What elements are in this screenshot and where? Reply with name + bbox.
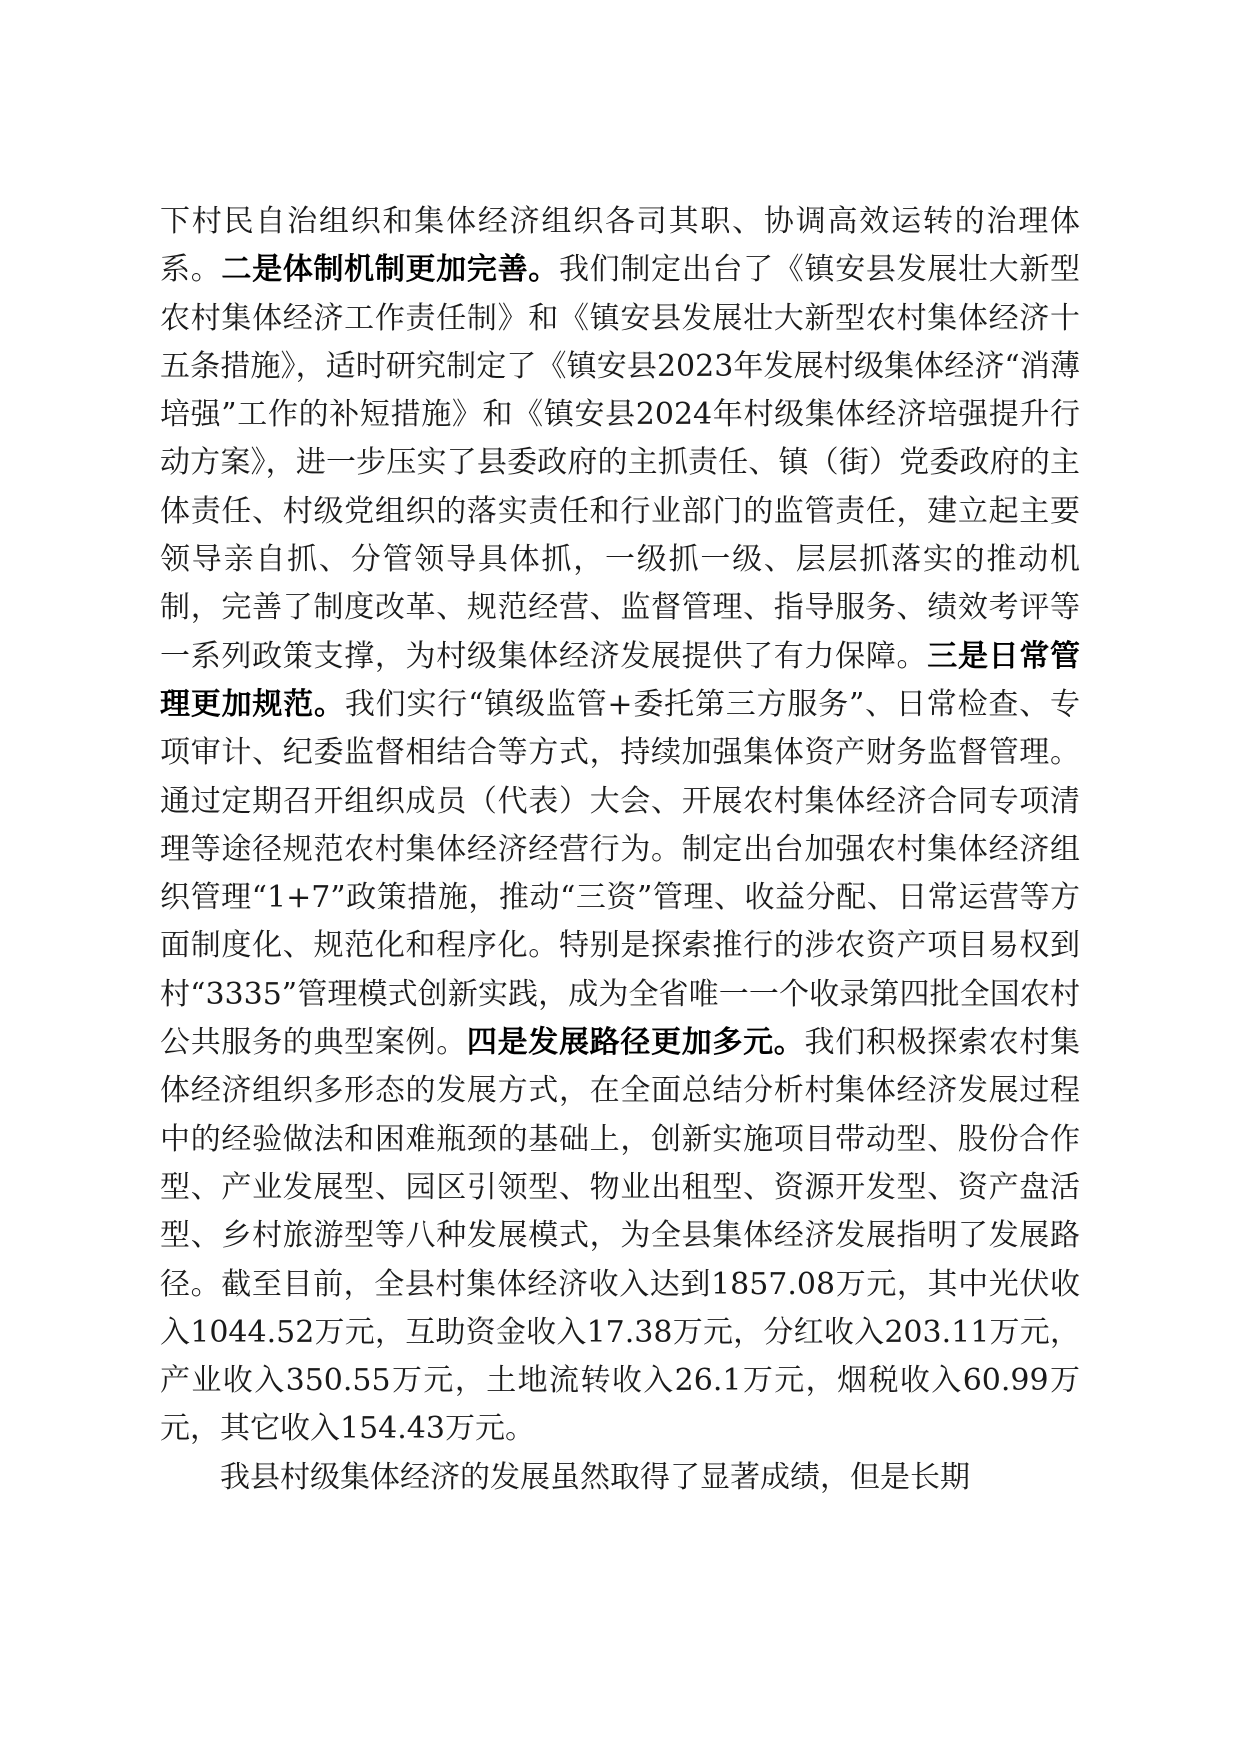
paragraph-text: 下村民自治组织和集体经济组织各司其职、协调高效运转的治理体系。	[160, 204, 1080, 288]
section-heading-4: 四是发展路径更加多元。	[466, 1025, 805, 1061]
paragraph-text: 我们制定出台了《镇安县发展壮大新型农村集体经济工作责任制》和《镇安县发展壮大新型农村集体经济十五条措施》，适时研究制定了《镇安县2023年发展村级集体经济“消薄培强”工作的补短措施》和《镇安县2024年村级集体经济培强提升行动方案》，进一步压实了县委政府的主抓责任、镇（街）党委政府的主体责任、村级党组织的落实责任和行业部门的监管责任，建立起主要领导亲自抓、分管领导具体抓，一级抓一级、层层抓落实的推动机制，完善了制度改革、规范经营、监督管理、指导服务、绩效考评等一系列政策支撑，为村级集体经济发展提供了有力保障。	[160, 252, 1081, 674]
document-body	[160, 198, 1080, 1502]
section-heading-3: 三是日常管理更加规范。	[160, 638, 1081, 722]
paragraph-text: 我们积极探索农村集体经济组织多形态的发展方式，在全面总结分析村集体经济发展过程中的经验做法和困难瓶颈的基础上，创新实施项目带动型、股份合作型、产业发展型、园区引领型、物业出租型、资源开发型、资产盘活型、乡村旅游型等八种发展模式，为全县集体经济发展指明了发展路径。截至目前，全县村集体经济收入达到1857.08万元，其中光伏收入1044.52万元，互助资金收入17.38万元，分红收入203.11万元，产业收入350.55万元，土地流转收入26.1万元，烟税收入60.99万元，其它收入154.43万元。	[160, 1025, 1081, 1447]
paragraph-text: 我县村级集体经济的发展虽然取得了显著成绩，但是长期	[220, 1459, 970, 1495]
body-paragraph	[160, 1454, 1080, 1502]
paragraph-text: 我们实行“镇级监管+委托第三方服务”、日常检查、专项审计、纪委监督相结合等方式，持续加强集体资产财务监督管理。通过定期召开组织成员（代表）大会、开展农村集体经济合同专项清理等途径规范农村集体经济经营行为。制定出台加强农村集体经济组织管理“1+7”政策措施，推动“三资”管理、收益分配、日常运营等方面制度化、规范化和程序化。特别是探索推行的涉农资产项目易权到村“3335”管理模式创新实践，成为全省唯一一个收录第四批全国农村公共服务的典型案例。	[160, 686, 1081, 1061]
section-heading-2: 二是体制机制更加完善。	[221, 252, 559, 288]
body-paragraph	[160, 198, 1080, 1454]
